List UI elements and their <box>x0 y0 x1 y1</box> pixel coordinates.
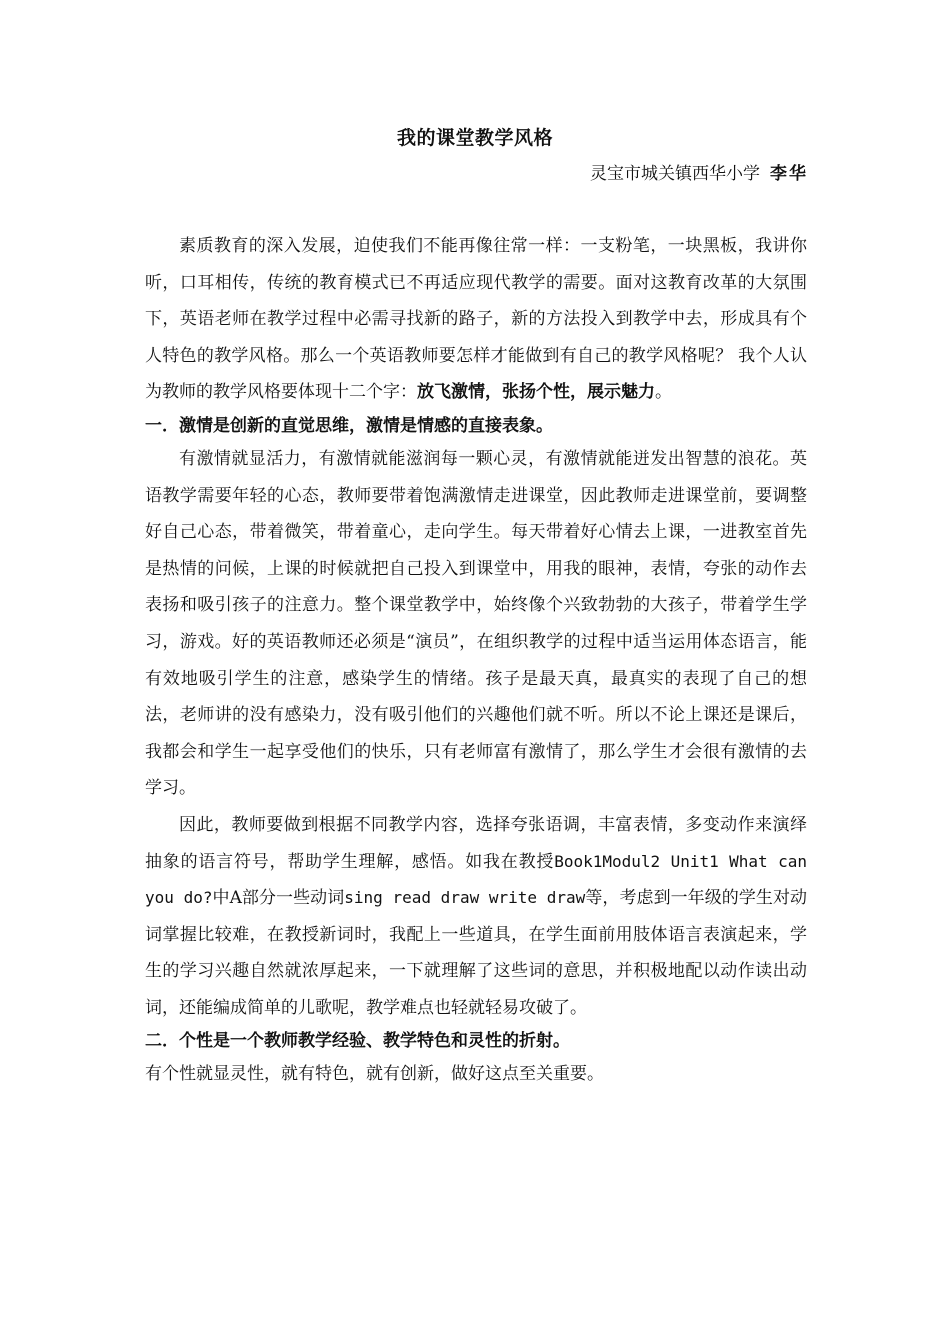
section1-paragraph-2-end: 等，考虑到一年级的学生对动词掌握比较难，在教授新词时，我配上一些道具，在学生面前用肢体语言表演起来，学生的学习兴趣自然就浓厚起来，一下就理解了这些词的意思，并积极地配以动作读出动词，还能编成简单的儿歌呢，教学难点也轻就轻易攻破了。 <box>145 888 807 1018</box>
lesson-title: Book1Modul2 Unit1 What can you do? <box>145 851 808 908</box>
intro-text: 素质教育的深入发展，迫使我们不能再像往常一样：一支粉笔，一块黑板，我讲你听，口耳相传，传统的教育模式已不再适应现代教学的需要。面对这教育改革的大氛围下，英语老师在教学过程中必需寻找新的路子，新的方法投入到教学中去，形成具有个人特色的教学风格。那么一个英语教师要怎样才能做到有自己的教学风格呢？ 我个人认为教师的教学风格要体现十二个字： <box>145 236 807 403</box>
author-name: 李华 <box>770 164 808 184</box>
section1-heading: 一．激情是创新的直觉思维，激情是情感的直接表象。 <box>145 415 553 436</box>
document-title: 我的课堂教学风格 <box>396 127 553 149</box>
byline <box>590 161 808 187</box>
school-name: 灵宝市城关镇西华小学 <box>590 164 760 184</box>
document-body <box>145 228 807 1093</box>
section1-paragraph-2-start: 因此，教师要做到根据不同教学内容，选择夸张语调，丰富表情，多变动作来演绎抽象的语言符号，帮助学生理解，感悟。如我在教授 <box>145 814 807 872</box>
intro-paragraph <box>145 228 807 411</box>
section2-heading: 二．个性是一个教师教学经验、教学特色和灵性的折射。 <box>145 1031 570 1052</box>
section1-paragraph-2-middle: 中A部分一些动词 <box>212 888 345 909</box>
verb-list: sing read draw write draw <box>344 888 586 908</box>
intro-emphasis: 放飞激情，张扬个性，展示魅力 <box>417 382 655 403</box>
section2-paragraph-1: 有个性就显灵性，就有特色，就有创新，做好这点至关重要。 <box>145 1064 604 1085</box>
intro-end: 。 <box>655 382 672 403</box>
section1-paragraph-2 <box>145 807 807 1027</box>
section1-paragraph-1: 有激情就显活力，有激情就能滋润每一颗心灵，有激情就能迸发出智慧的浪花。英语教学需要年轻的心态，教师要带着饱满激情走进课堂，因此教师走进课堂前，要调整好自己心态，带着微笑，带着童心，走向学生。每天带着好心情去上课，一进教室首先是热情的问候，上课的时候就把自己投入到课堂中，用我的眼神，表情，夸张的动作去表扬和吸引孩子的注意力。整个课堂教学中，始终像个兴致勃勃的大孩子，带着学生学习，游戏。好的英语教师还必须是“演员”，在组织教学的过程中适当运用体态语言，能有效地吸引学生的注意，感染学生的情绪。孩子是最天真，最真实的表现了自己的想法，老师讲的没有感染力，没有吸引他们的兴趣他们就不听。所以不论上课还是课后，我都会和学生一起享受他们的快乐，只有老师富有激情了，那么学生才会很有激情的去学习。 <box>145 448 807 799</box>
